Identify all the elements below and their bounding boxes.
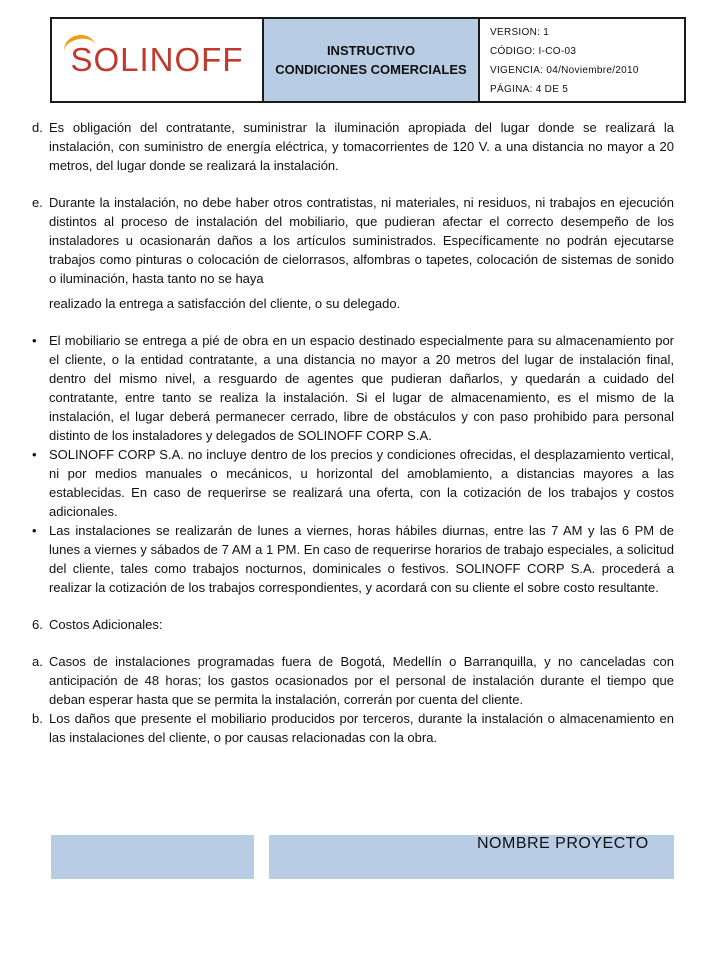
item-label: e. <box>32 195 43 210</box>
item-text: Durante la instalación, no debe haber otros contratistas, ni materiales, ni residuos, ni trabajos en ejecución distintos al proceso de instalación del mobiliario, que pudieran afectar el correcto desempeño de los instaladores u ocasionarán daños a los artículos suministrados. Específicamente no podrán ejecutarse trabajos como pinturas o colocación de cielorrasos, alfombras o tapetes, colocación de sistemas de sonido o iluminación, hasta tanto no se haya <box>49 195 674 286</box>
section-6-heading <box>32 615 674 634</box>
doc-title-line2: CONDICIONES COMERCIALES <box>275 62 467 77</box>
bullet-icon: • <box>32 523 37 538</box>
item-label: d. <box>32 120 43 135</box>
bullet-icon: • <box>32 447 37 462</box>
list-item-d <box>32 118 674 175</box>
version-text: VERSION: 1 <box>490 27 550 38</box>
list-item-e <box>32 193 674 288</box>
footer-left-box <box>51 835 254 879</box>
bullet-icon: • <box>32 333 37 348</box>
logo-cell <box>52 19 264 101</box>
title-cell <box>264 19 480 101</box>
item-label: a. <box>32 654 43 669</box>
pagina-text: PÁGINA: 4 DE 5 <box>490 84 569 95</box>
item-text: Costos Adicionales: <box>49 617 163 632</box>
item-text: Los daños que presente el mobiliario producidos por terceros, durante la instalación o almacenamiento en las instalaciones del cliente, o por causas relacionadas con la obra. <box>49 711 674 745</box>
item-label: b. <box>32 711 43 726</box>
item-text: Casos de instalaciones programadas fuera de Bogotá, Medellín o Barranquilla, y no canceladas con anticipación de 48 horas; los gastos ocasionados por el personal de instalación durante el tiempo que deban esperar hasta que se permita la instalación, correrán por cuenta del cliente. <box>49 654 674 707</box>
codigo-text: CÓDIGO: I-CO-03 <box>490 46 577 57</box>
list-item-b <box>32 709 674 747</box>
footer-right-box <box>269 835 674 879</box>
solinoff-logo <box>70 41 243 79</box>
meta-cell <box>480 19 684 101</box>
item-text: SOLINOFF CORP S.A. no incluye dentro de los precios y condiciones ofrecidas, el desplazamiento vertical, ni por medios manuales o mecánicos, u horizontal del amoblamiento, a distancias mayores a las establecidas. En caso de requerirse se realizará una oferta, con la cotización de los trabajos y costos adicionales. <box>49 447 674 519</box>
item-text: El mobiliario se entrega a pié de obra en un espacio destinado especialmente para su almacenamiento por el cliente, o la entidad contratante, a una distancia no mayor a 20 metros del lugar de instalación final, dentro del mismo nivel, a resguardo de agentes que pudieran dañarlos, y quedarán a cuidado del contratante, entre tanto se realiza la instalación. Si el lugar de almacenamiento, es el mismo de la instalación, el lugar deberá permanecer cerrado, libre de obstáculos y con paso prohibido para personal distinto de los instaladores y delegados de SOLINOFF CORP S.A. <box>49 333 674 443</box>
project-name-label: NOMBRE PROYECTO <box>477 835 649 852</box>
logo-text: SOLINOFF <box>70 41 244 78</box>
item-text: Las instalaciones se realizarán de lunes a viernes, horas hábiles diurnas, entre las 7 AM y las 6 PM de lunes a viernes y sábados de 7 AM a 1 PM. En caso de requerirse horarios de trabajo especiales, a solicitud del cliente, tales como trabajos nocturnos, dominicales o festivos. SOLINOFF CORP S.A. procederá a realizar la cotización de los trabajos correspondientes, y acordará con su cliente el sobre costo resultante. <box>49 523 674 595</box>
bullet-item-1 <box>32 331 674 445</box>
item-label: 6. <box>32 617 43 632</box>
document-header <box>50 17 686 103</box>
list-item-a <box>32 652 674 709</box>
item-text: Es obligación del contratante, suministrar la iluminación apropiada del lugar donde se realizará la instalación, con suministro de energía eléctrica, y tomacorrientes de 120 V. a una distancia no mayor a 20 metros, del lugar donde se realizará la instalación. <box>49 120 674 173</box>
bullet-item-2 <box>32 445 674 521</box>
item-text: realizado la entrega a satisfacción del cliente, o su delegado. <box>49 296 401 311</box>
document-body <box>32 118 674 747</box>
doc-title-line1: INSTRUCTIVO <box>326 43 416 58</box>
bullet-item-3 <box>32 521 674 597</box>
list-item-e-cont <box>32 294 674 313</box>
vigencia-text: VIGENCIA: 04/Noviembre/2010 <box>490 65 639 76</box>
